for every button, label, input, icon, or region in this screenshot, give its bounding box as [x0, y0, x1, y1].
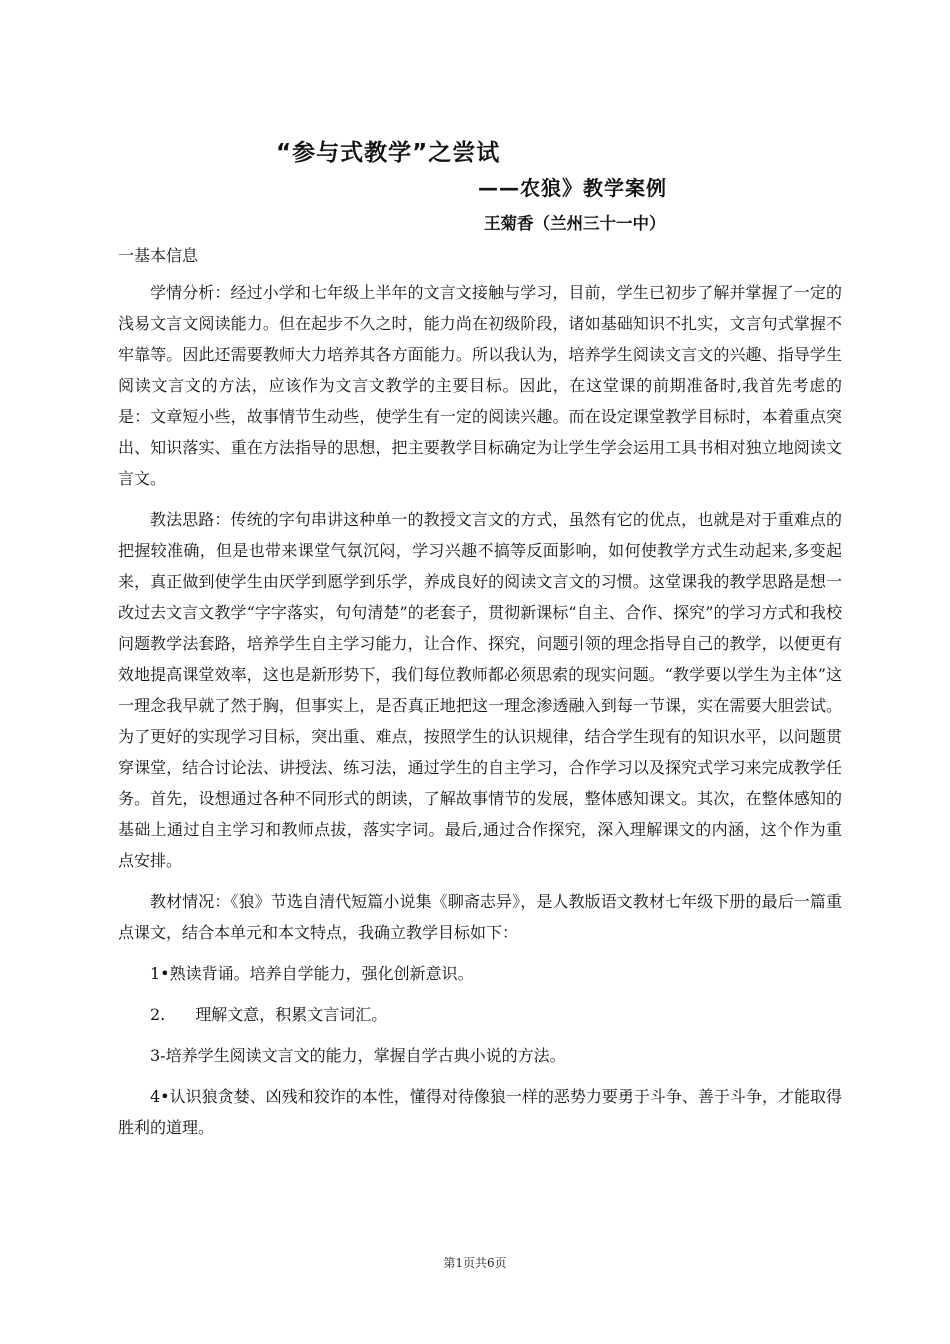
objective-item [118, 1040, 842, 1071]
author-line: 王菊香（兰州三十一中） [484, 214, 666, 233]
objective-number: 1• [150, 964, 170, 983]
objective-text: 认识狼贪婪、凶残和狡诈的本性，懂得对待像狼一样的恶势力要勇于斗争、善于斗争，才能取得胜利的道理。 [118, 1087, 842, 1137]
objective-item [118, 1081, 842, 1143]
document-title: “参与式教学”之尝试 [276, 140, 501, 166]
objective-item [118, 958, 842, 989]
document-subtitle: ——农狼》教学案例 [478, 176, 667, 200]
objective-number: 3- [150, 1046, 166, 1065]
page-footer: 第1页共6页 [443, 1256, 507, 1270]
objective-number: 2. [150, 1005, 166, 1024]
objective-item [118, 999, 842, 1030]
objective-text: 培养学生阅读文言文的能力，掌握自学古典小说的方法。 [165, 1046, 566, 1065]
objective-text: 熟读背诵。培养自学能力，强化创新意识。 [169, 964, 474, 983]
paragraph-textbook-info: 教材情况：《狼》节选自清代短篇小说集《聊斋志异》，是人教版语文教材七年级下册的最后一篇重点课文，结合本单元和本文特点，我确立教学目标如下： [118, 892, 842, 942]
paragraph-teaching-approach: 教法思路：传统的字句串讲这种单一的教授文言文的方式，虽然有它的优点，也就是对于重难点的把握较准确，但是也带来课堂气氛沉闷，学习兴趣不搞等反面影响，如何使教学方式生动起来,多变起来，真正做到使学生由厌学到愿学到乐学，养成良好的阅读文言文的习惯。这堂课我的教学思路是想一改过去文言文教学“字字落实，句句清楚”的老套子，贯彻新课标“自主、合作、探究”的学习方式和我校问题教学法套路，培养学生自主学习能力，让合作、探究，问题引领的理念指导自己的教学，以便更有效地提高课堂效率，这也是新形势下，我们每位教师都必须思索的现实问题。“教学要以学生为主体”这一理念我早就了然于胸，但事实上，是否真正地把这一理念渗透融入到每一节课，实在需要大胆尝试。为了更好的实现学习目标，突出重、难点，按照学生的认识规律，结合学生现有的知识水平，以问题贯穿课堂，结合讨论法、讲授法、练习法，通过学生的自主学习，合作学习以及探究式学习来完成教学任务。首先，设想通过各种不同形式的朗读，了解故事情节的发展，整体感知课文。其次，在整体感知的基础上通过自主学习和教师点拔，落实字词。最后,通过合作探究，深入理解课文的内涵，这个作为重点安排。 [118, 510, 842, 870]
document-body [118, 240, 842, 1143]
section-heading: 一基本信息 [118, 246, 199, 265]
paragraph-student-analysis: 学情分析：经过小学和七年级上半年的文言文接触与学习，目前，学生已初步了解并掌握了一定的浅易文言文阅读能力。但在起步不久之时，能力尚在初级阶段，诸如基础知识不扎实，文言句式掌握不牢靠等。因此还需要教师大力培养其各方面能力。所以我认为，培养学生阅读文言文的兴趣、指导学生阅读文言文的方法，应该作为文言文教学的主要目标。因此，在这堂课的前期准备时,我首先考虑的是：文章短小些，故事情节生动些，使学生有一定的阅读兴趣。而在设定课堂教学目标时，本着重点突出、知识落实、重在方法指导的思想，把主要教学目标确定为让学生学会运用工具书相对独立地阅读文言文。 [118, 283, 842, 488]
objective-number: 4• [150, 1087, 170, 1106]
objective-text: 理解文意，积累文言词汇。 [195, 1005, 388, 1024]
